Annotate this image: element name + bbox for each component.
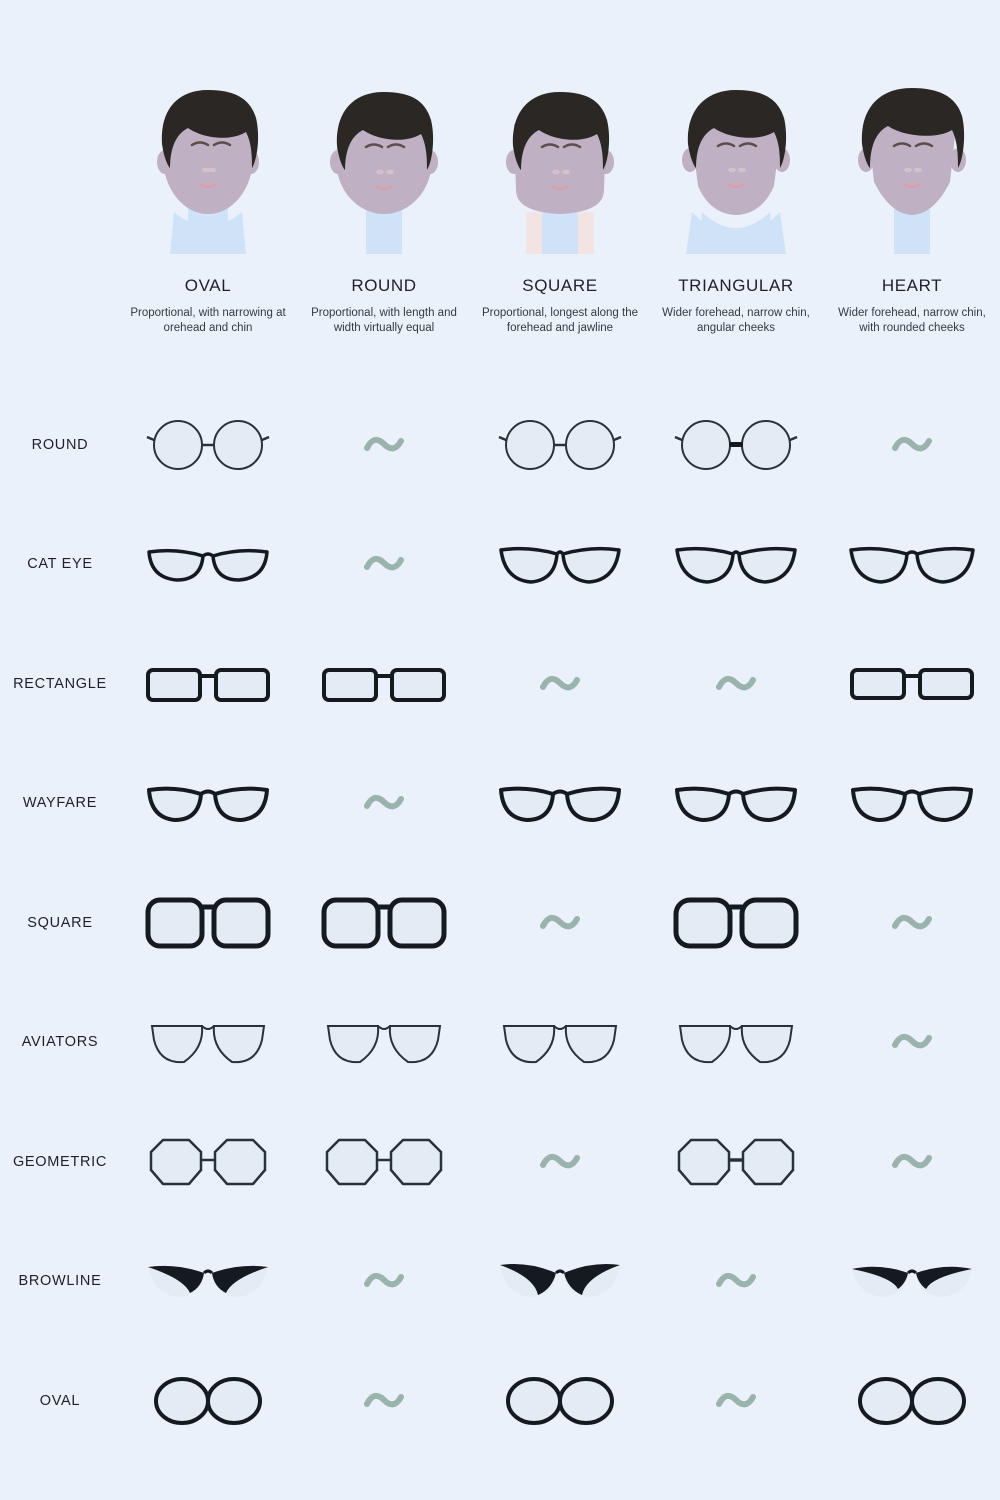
glasses-icon [848,1257,976,1305]
face-column-square [472,62,648,336]
cell-aviators-triangular [648,983,824,1103]
face-desc-triangular: Wider forehead, narrow chin, angular cheeks [662,307,810,334]
cell-round-oval [120,385,296,505]
cell-cat-eye-triangular [648,505,824,625]
cell-round-triangular [648,385,824,505]
cell-oval-triangular [648,1341,824,1461]
cell-wayfare-triangular [648,744,824,864]
cell-aviators-square [472,983,648,1103]
matrix-row-browline [0,1222,1000,1342]
glasses-icon [495,536,625,592]
glasses-icon [497,416,623,474]
matrix-row-rectangle [0,624,1000,744]
cell-square-oval [120,863,296,983]
face-desc-heart: Wider forehead, narrow chin, with rounded cheeks [838,307,986,334]
matrix-row-geometric [0,1102,1000,1222]
glasses-icon [495,778,625,828]
glasses-icon [320,660,448,708]
cell-browline-round [296,1222,472,1342]
cell-aviators-round [296,983,472,1103]
cell-square-square [472,863,648,983]
cell-browline-square [472,1222,648,1342]
glasses-matrix [0,385,1000,1461]
face-title-oval: OVAL [184,276,232,295]
cell-cat-eye-heart [824,505,1000,625]
glasses-icon [143,892,273,954]
squiggle-icon [364,551,404,577]
squiggle-icon [540,1149,580,1175]
squiggle-icon [364,432,404,458]
face-desc-oval: Proportional, with narrowing at orehead and chin [130,307,286,334]
glasses-icon [856,1375,968,1427]
glasses-icon [145,1134,271,1190]
glasses-icon [848,660,976,708]
face-column-oval [120,62,296,336]
matrix-row-cat-eye [0,505,1000,625]
cell-cat-eye-oval [120,505,296,625]
row-label-round: ROUND [31,436,89,453]
squiggle-icon [540,671,580,697]
squiggle-icon [892,432,932,458]
glasses-icon [498,1014,622,1070]
matrix-row-oval [0,1341,1000,1461]
glasses-icon [145,416,271,474]
cell-oval-oval [120,1341,296,1461]
glasses-icon [671,536,801,592]
squiggle-icon [716,1388,756,1414]
cell-round-square [472,385,648,505]
glasses-icon [673,416,799,474]
glasses-icon [322,1014,446,1070]
face-illustration-heart [838,62,986,254]
glasses-icon [847,778,977,828]
cell-square-triangular [648,863,824,983]
glasses-icon [674,1014,798,1070]
cell-cat-eye-round [296,505,472,625]
cell-rectangle-square [472,624,648,744]
glasses-icon [496,1257,624,1305]
squiggle-icon [364,1388,404,1414]
face-title-round: ROUND [351,276,417,295]
squiggle-icon [892,1149,932,1175]
face-column-heart [824,62,1000,336]
face-title-heart: HEART [881,276,943,295]
squiggle-icon [716,671,756,697]
cell-geometric-round [296,1102,472,1222]
glasses-icon [152,1375,264,1427]
glasses-icon [146,1014,270,1070]
face-desc-square: Proportional, longest along the forehead and jawline [482,307,638,334]
row-label-oval: OVAL [39,1392,81,1409]
squiggle-icon [540,910,580,936]
face-illustration-triangular [662,62,810,254]
cell-round-round [296,385,472,505]
face-illustration-square [486,62,634,254]
matrix-row-round [0,385,1000,505]
squiggle-icon [892,910,932,936]
face-illustration-round [310,62,458,254]
cell-rectangle-heart [824,624,1000,744]
glasses-icon [319,892,449,954]
glasses-icon [144,1257,272,1305]
cell-wayfare-round [296,744,472,864]
glasses-icon [671,892,801,954]
cell-geometric-square [472,1102,648,1222]
squiggle-icon [892,1029,932,1055]
glasses-icon [847,536,977,592]
face-title-triangular: TRIANGULAR [678,276,794,295]
cell-browline-oval [120,1222,296,1342]
cell-square-round [296,863,472,983]
cell-oval-square [472,1341,648,1461]
face-column-round [296,62,472,336]
squiggle-icon [364,790,404,816]
glasses-icon [673,1134,799,1190]
cell-geometric-heart [824,1102,1000,1222]
cell-wayfare-oval [120,744,296,864]
squiggle-icon [716,1268,756,1294]
cell-aviators-heart [824,983,1000,1103]
cell-geometric-oval [120,1102,296,1222]
cell-cat-eye-square [472,505,648,625]
glasses-icon [143,778,273,828]
glasses-icon [143,536,273,592]
face-column-triangular [648,62,824,336]
squiggle-icon [364,1268,404,1294]
face-shapes-header [120,62,1000,336]
glasses-icon [321,1134,447,1190]
cell-square-heart [824,863,1000,983]
row-label-rectangle: RECTANGLE [13,675,107,692]
row-label-cat-eye: CAT EYE [27,556,93,573]
row-label-square: SQUARE [27,914,93,931]
glasses-icon [144,660,272,708]
cell-wayfare-square [472,744,648,864]
cell-rectangle-triangular [648,624,824,744]
row-label-wayfare: WAYFARE [22,795,98,812]
cell-aviators-oval [120,983,296,1103]
face-illustration-oval [134,62,282,254]
cell-geometric-triangular [648,1102,824,1222]
matrix-row-wayfare [0,744,1000,864]
cell-browline-triangular [648,1222,824,1342]
cell-round-heart [824,385,1000,505]
matrix-row-aviators [0,983,1000,1103]
cell-wayfare-heart [824,744,1000,864]
cell-browline-heart [824,1222,1000,1342]
glasses-icon [504,1375,616,1427]
cell-oval-heart [824,1341,1000,1461]
row-label-browline: BROWLINE [18,1273,102,1290]
face-title-square: SQUARE [522,276,598,295]
glasses-icon [671,778,801,828]
face-desc-round: Proportional, with length and width virtually equal [311,307,457,334]
cell-rectangle-oval [120,624,296,744]
cell-rectangle-round [296,624,472,744]
row-label-aviators: AVIATORS [21,1034,99,1051]
cell-oval-round [296,1341,472,1461]
row-label-geometric: GEOMETRIC [12,1153,108,1170]
matrix-row-square [0,863,1000,983]
